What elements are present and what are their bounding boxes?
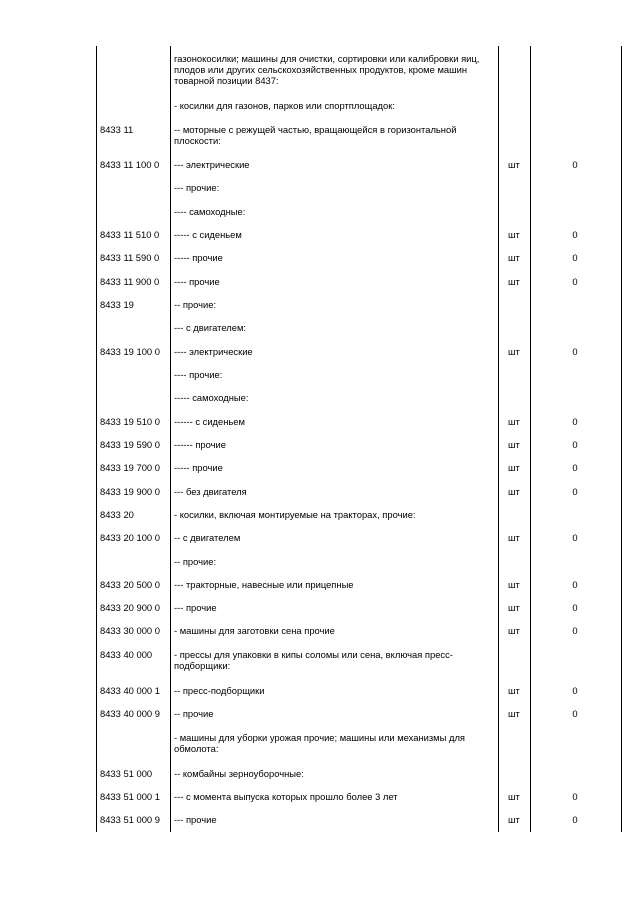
unit-cell: шт <box>508 486 520 497</box>
description-cell: ----- прочие <box>174 252 223 263</box>
description-cell: - машины для заготовки сена прочие <box>174 625 335 636</box>
column-border-desc-unit <box>498 46 499 832</box>
description-cell: - прессы для упаковки в кипы соломы или сена, включая пресс-подборщики: <box>174 649 453 671</box>
rate-cell: 0 <box>572 439 578 450</box>
unit-cell: шт <box>508 276 520 287</box>
code-cell: 8433 20 100 0 <box>100 532 160 543</box>
rate-cell: 0 <box>572 462 578 473</box>
description-cell: -- прочие <box>174 708 214 719</box>
unit-cell: шт <box>508 814 520 825</box>
description-cell: ---- прочие <box>174 276 220 287</box>
code-cell: 8433 11 590 0 <box>100 252 160 263</box>
code-cell: 8433 19 590 0 <box>100 439 160 450</box>
description-cell: -- комбайны зерноуборочные: <box>174 768 304 779</box>
code-cell: 8433 51 000 <box>100 768 153 779</box>
unit-cell: шт <box>508 229 520 240</box>
description-cell: --- электрические <box>174 159 250 170</box>
rate-cell: 0 <box>572 486 578 497</box>
code-cell: 8433 11 900 0 <box>100 276 160 287</box>
code-cell: 8433 19 <box>100 299 134 310</box>
code-cell: 8433 20 900 0 <box>100 602 160 613</box>
rate-cell: 0 <box>572 814 578 825</box>
unit-cell: шт <box>508 416 520 427</box>
rate-cell: 0 <box>572 159 578 170</box>
code-cell: 8433 51 000 9 <box>100 814 160 825</box>
rate-cell: 0 <box>572 532 578 543</box>
description-cell: ---- прочие: <box>174 369 223 380</box>
description-cell: - косилки для газонов, парков или спортплощадок: <box>174 100 395 111</box>
rate-cell: 0 <box>572 791 578 802</box>
code-cell: 8433 30 000 0 <box>100 625 160 636</box>
code-cell: 8433 19 510 0 <box>100 416 160 427</box>
description-cell: --- прочие <box>174 814 217 825</box>
description-cell: газонокосилки; машины для очистки, сортировки или калибровки яиц, плодов или других сельскохозяйственных продуктов, кроме машин товарной позиции 8437: <box>174 53 480 86</box>
code-cell: 8433 20 500 0 <box>100 579 160 590</box>
description-cell: -- прочие: <box>174 299 217 310</box>
rate-cell: 0 <box>572 276 578 287</box>
unit-cell: шт <box>508 159 520 170</box>
description-cell: -- прочие: <box>174 556 217 567</box>
rate-cell: 0 <box>572 416 578 427</box>
rate-cell: 0 <box>572 602 578 613</box>
code-cell: 8433 40 000 1 <box>100 685 160 696</box>
code-cell: 8433 11 510 0 <box>100 229 160 240</box>
description-cell: ------ с сиденьем <box>174 416 245 427</box>
unit-cell: шт <box>508 791 520 802</box>
unit-cell: шт <box>508 602 520 613</box>
rate-cell: 0 <box>572 625 578 636</box>
code-cell: 8433 51 000 1 <box>100 791 160 802</box>
description-cell: -- пресс-подборщики <box>174 685 265 696</box>
rate-cell: 0 <box>572 685 578 696</box>
description-cell: - косилки, включая монтируемые на тракторах, прочие: <box>174 509 416 520</box>
code-cell: 8433 40 000 <box>100 649 153 660</box>
description-cell: ------ прочие <box>174 439 226 450</box>
rate-cell: 0 <box>572 708 578 719</box>
description-cell: --- прочие <box>174 602 217 613</box>
description-cell: ----- с сиденьем <box>174 229 242 240</box>
description-cell: -- с двигателем <box>174 532 241 543</box>
description-cell: - машины для уборки урожая прочие; машины или механизмы для обмолота: <box>174 732 465 754</box>
description-cell: --- прочие: <box>174 182 220 193</box>
unit-cell: шт <box>508 625 520 636</box>
code-cell: 8433 19 100 0 <box>100 346 160 357</box>
description-cell: --- с момента выпуска которых прошло более 3 лет <box>174 791 398 802</box>
description-cell: -- моторные с режущей частью, вращающейся в горизонтальной плоскости: <box>174 124 457 146</box>
unit-cell: шт <box>508 252 520 263</box>
description-cell: --- с двигателем: <box>174 322 246 333</box>
code-cell: 8433 11 <box>100 124 134 135</box>
unit-cell: шт <box>508 685 520 696</box>
unit-cell: шт <box>508 708 520 719</box>
rate-cell: 0 <box>572 252 578 263</box>
description-cell: --- тракторные, навесные или прицепные <box>174 579 354 590</box>
rate-cell: 0 <box>572 579 578 590</box>
description-cell: ---- электрические <box>174 346 253 357</box>
rate-cell: 0 <box>572 229 578 240</box>
code-cell: 8433 20 <box>100 509 134 520</box>
unit-cell: шт <box>508 462 520 473</box>
unit-cell: шт <box>508 346 520 357</box>
description-cell: ----- прочие <box>174 462 223 473</box>
description-cell: --- без двигателя <box>174 486 247 497</box>
code-cell: 8433 19 900 0 <box>100 486 160 497</box>
code-cell: 8433 19 700 0 <box>100 462 160 473</box>
code-cell: 8433 11 100 0 <box>100 159 160 170</box>
unit-cell: шт <box>508 579 520 590</box>
column-border-unit-rate <box>530 46 531 832</box>
code-cell: 8433 40 000 9 <box>100 708 160 719</box>
unit-cell: шт <box>508 532 520 543</box>
column-border-right <box>621 46 622 832</box>
column-border-left <box>96 46 97 832</box>
column-border-code-desc <box>170 46 171 832</box>
description-cell: ---- самоходные: <box>174 206 246 217</box>
unit-cell: шт <box>508 439 520 450</box>
description-cell: ----- самоходные: <box>174 392 249 403</box>
rate-cell: 0 <box>572 346 578 357</box>
